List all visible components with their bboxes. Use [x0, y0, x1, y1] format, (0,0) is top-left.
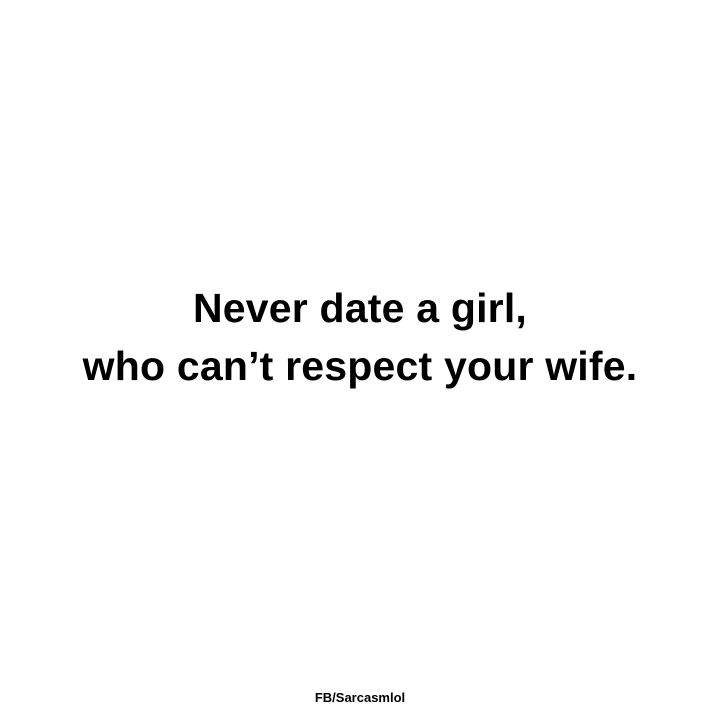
quote-line-2: who can’t respect your wife.	[82, 343, 638, 389]
quote-text	[0, 279, 720, 395]
source-credit: FB/Sarcasmlol	[314, 690, 406, 705]
quote-line-1: Never date a girl,	[192, 285, 528, 331]
